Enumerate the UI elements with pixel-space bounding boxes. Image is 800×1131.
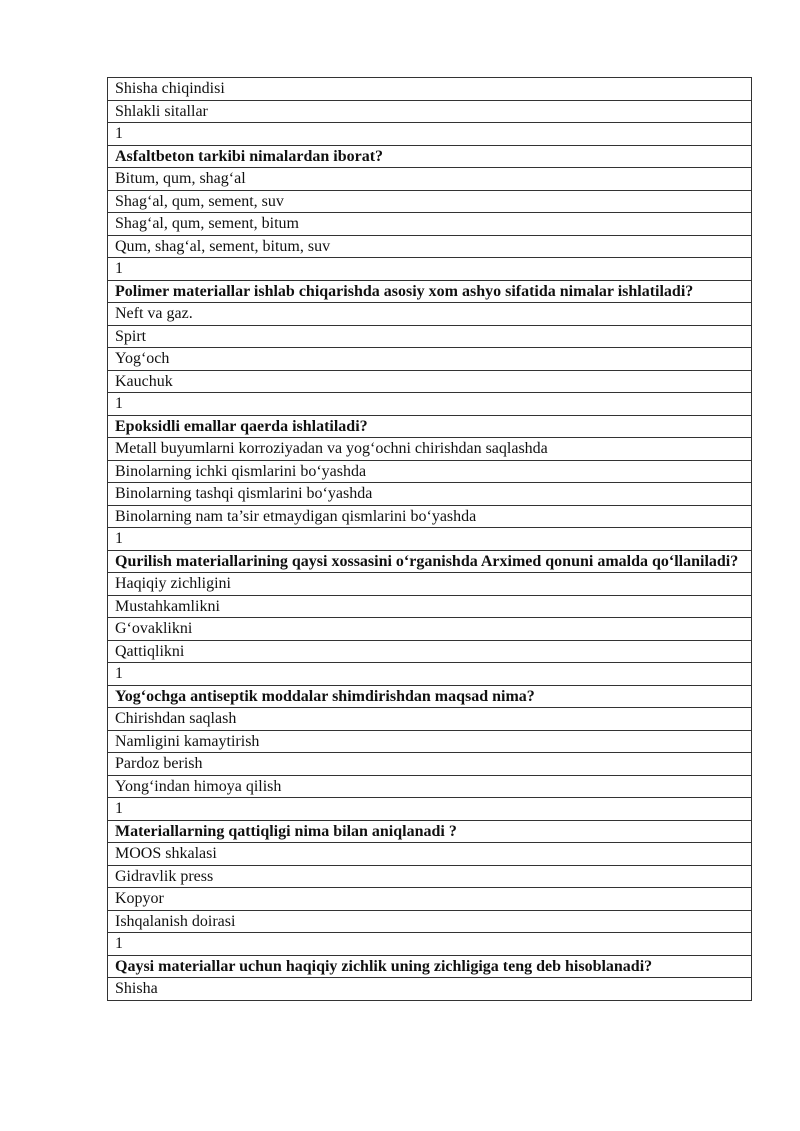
answer-option-row: Yog‘och bbox=[108, 348, 751, 371]
answer-option-row: Shag‘al, qum, sement, bitum bbox=[108, 213, 751, 236]
answer-option-row: Spirt bbox=[108, 326, 751, 349]
score-row: 1 bbox=[108, 798, 751, 821]
answer-option-row: Shag‘al, qum, sement, suv bbox=[108, 191, 751, 214]
score-row: 1 bbox=[108, 663, 751, 686]
answer-option-row: Binolarning ichki qismlarini bo‘yashda bbox=[108, 461, 751, 484]
answer-option-row: Qum, shag‘al, sement, bitum, suv bbox=[108, 236, 751, 259]
question-row: Qurilish materiallarining qaysi xossasini o‘rganishda Arximed qonuni amalda qo‘llaniladi? bbox=[108, 551, 751, 574]
answer-option-row: Pardoz berish bbox=[108, 753, 751, 776]
answer-option-row: Haqiqiy zichligini bbox=[108, 573, 751, 596]
answer-option-row: Chirishdan saqlash bbox=[108, 708, 751, 731]
answer-option-row: Gidravlik press bbox=[108, 866, 751, 889]
answer-option-row: G‘ovaklikni bbox=[108, 618, 751, 641]
answer-option-row: Namligini kamaytirish bbox=[108, 731, 751, 754]
answer-option-row: MOOS shkalasi bbox=[108, 843, 751, 866]
score-row: 1 bbox=[108, 393, 751, 416]
answer-option-row: Ishqalanish doirasi bbox=[108, 911, 751, 934]
score-row: 1 bbox=[108, 123, 751, 146]
answer-option-row: Mustahkamlikni bbox=[108, 596, 751, 619]
answer-option-row: Kauchuk bbox=[108, 371, 751, 394]
answer-option-row: Shisha chiqindisi bbox=[108, 78, 751, 101]
answer-option-row: Kopyor bbox=[108, 888, 751, 911]
answer-option-row: Yong‘indan himoya qilish bbox=[108, 776, 751, 799]
answer-option-row: Qattiqlikni bbox=[108, 641, 751, 664]
question-row: Polimer materiallar ishlab chiqarishda asosiy xom ashyo sifatida nimalar ishlatiladi? bbox=[108, 281, 751, 304]
answer-option-row: Bitum, qum, shag‘al bbox=[108, 168, 751, 191]
score-row: 1 bbox=[108, 528, 751, 551]
answer-option-row: Binolarning nam ta’sir etmaydigan qismlarini bo‘yashda bbox=[108, 506, 751, 529]
answer-option-row: Metall buyumlarni korroziyadan va yog‘ochni chirishdan saqlashda bbox=[108, 438, 751, 461]
question-row: Asfaltbeton tarkibi nimalardan iborat? bbox=[108, 146, 751, 169]
answer-option-row: Neft va gaz. bbox=[108, 303, 751, 326]
quiz-table bbox=[107, 77, 752, 1001]
answer-option-row: Shisha bbox=[108, 978, 751, 1001]
score-row: 1 bbox=[108, 258, 751, 281]
answer-option-row: Binolarning tashqi qismlarini bo‘yashda bbox=[108, 483, 751, 506]
question-row: Epoksidli emallar qaerda ishlatiladi? bbox=[108, 416, 751, 439]
question-row: Yog‘ochga antiseptik moddalar shimdirishdan maqsad nima? bbox=[108, 686, 751, 709]
answer-option-row: Shlakli sitallar bbox=[108, 101, 751, 124]
question-row: Qaysi materiallar uchun haqiqiy zichlik uning zichligiga teng deb hisoblanadi? bbox=[108, 956, 751, 979]
question-row: Materiallarning qattiqligi nima bilan aniqlanadi ? bbox=[108, 821, 751, 844]
score-row: 1 bbox=[108, 933, 751, 956]
